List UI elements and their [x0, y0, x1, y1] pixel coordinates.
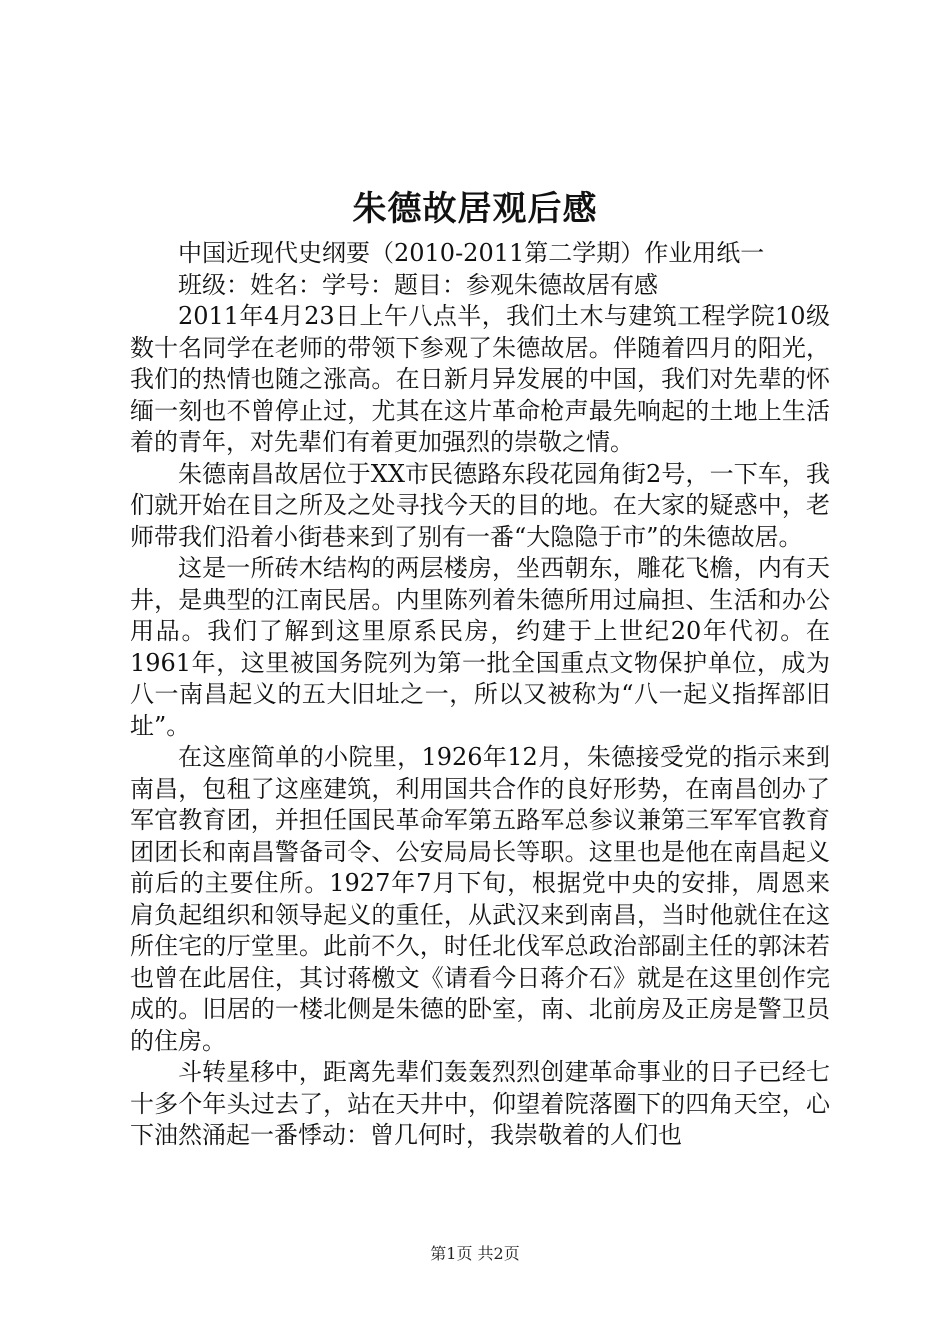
paragraph-4: 在这座简单的小院里，1926年12月，朱德接受党的指示来到南昌，包租了这座建筑，利用国共合作的良好形势，在南昌创办了军官教育团，并担任国民革命军第五路军总参议兼第三军军官教育团团长和南昌警备司令、公安局局长等职。这里也是他在南昌起义前后的主要住所。1927年7月下旬，根据党中央的安排，周恩来肩负起组织和领导起义的重任，从武汉来到南昌，当时他就住在这所住宅的厅堂里。此前不久，时任北伐军总政治部副主任的郭沫若也曾在此居住，其讨蒋檄文《请看今日蒋介石》就是在这里创作完成的。旧居的一楼北侧是朱德的卧室，南、北前房及正房是警卫员的住房。 [130, 743, 830, 1055]
document-title: 朱德故居观后感 [352, 189, 598, 229]
paragraph-3: 这是一所砖木结构的两层楼房，坐西朝东，雕花飞檐，内有天井，是典型的江南民居。内里陈列着朱德所用过扁担、生活和办公用品。我们了解到这里原系民房，约建于上世纪20年代初。在1961年，这里被国务院列为第一批全国重点文物保护单位，成为八一南昌起义的五大旧址之一，所以又被称为“八一起义指挥部旧址”。 [130, 554, 830, 740]
paragraph-2: 朱德南昌故居位于XX市民德路东段花园角街2号，一下车，我们就开始在目之所及之处寻找今天的目的地。在大家的疑惑中，老师带我们沿着小街巷来到了别有一番“大隐隐于市”的朱德故居。 [130, 459, 830, 551]
course-header-line: 中国近现代史纲要（2010-2011第二学期）作业用纸一 [178, 239, 765, 267]
page-number-footer: 第1页 共2页 [430, 1244, 520, 1263]
paragraph-1: 2011年4月23日上午八点半，我们土木与建筑工程学院10级数十名同学在老师的带领下参观了朱德故居。伴随着四月的阳光，我们的热情也随之涨高。在日新月异发展的中国，我们对先辈的怀缅一刻也不曾停止过，尤其在这片革命枪声最先响起的土地上生活着的青年，对先辈们有着更加强烈的崇敬之情。 [130, 302, 830, 456]
document-body [130, 238, 830, 1152]
paragraph-5: 斗转星移中，距离先辈们轰轰烈烈创建革命事业的日子已经七十多个年头过去了，站在天井中，仰望着院落圈下的四角天空，心下油然涌起一番悸动：曾几何时，我崇敬着的人们也 [130, 1058, 830, 1149]
student-info-line: 班级：姓名：学号：题目：参观朱德故居有感 [178, 270, 658, 299]
